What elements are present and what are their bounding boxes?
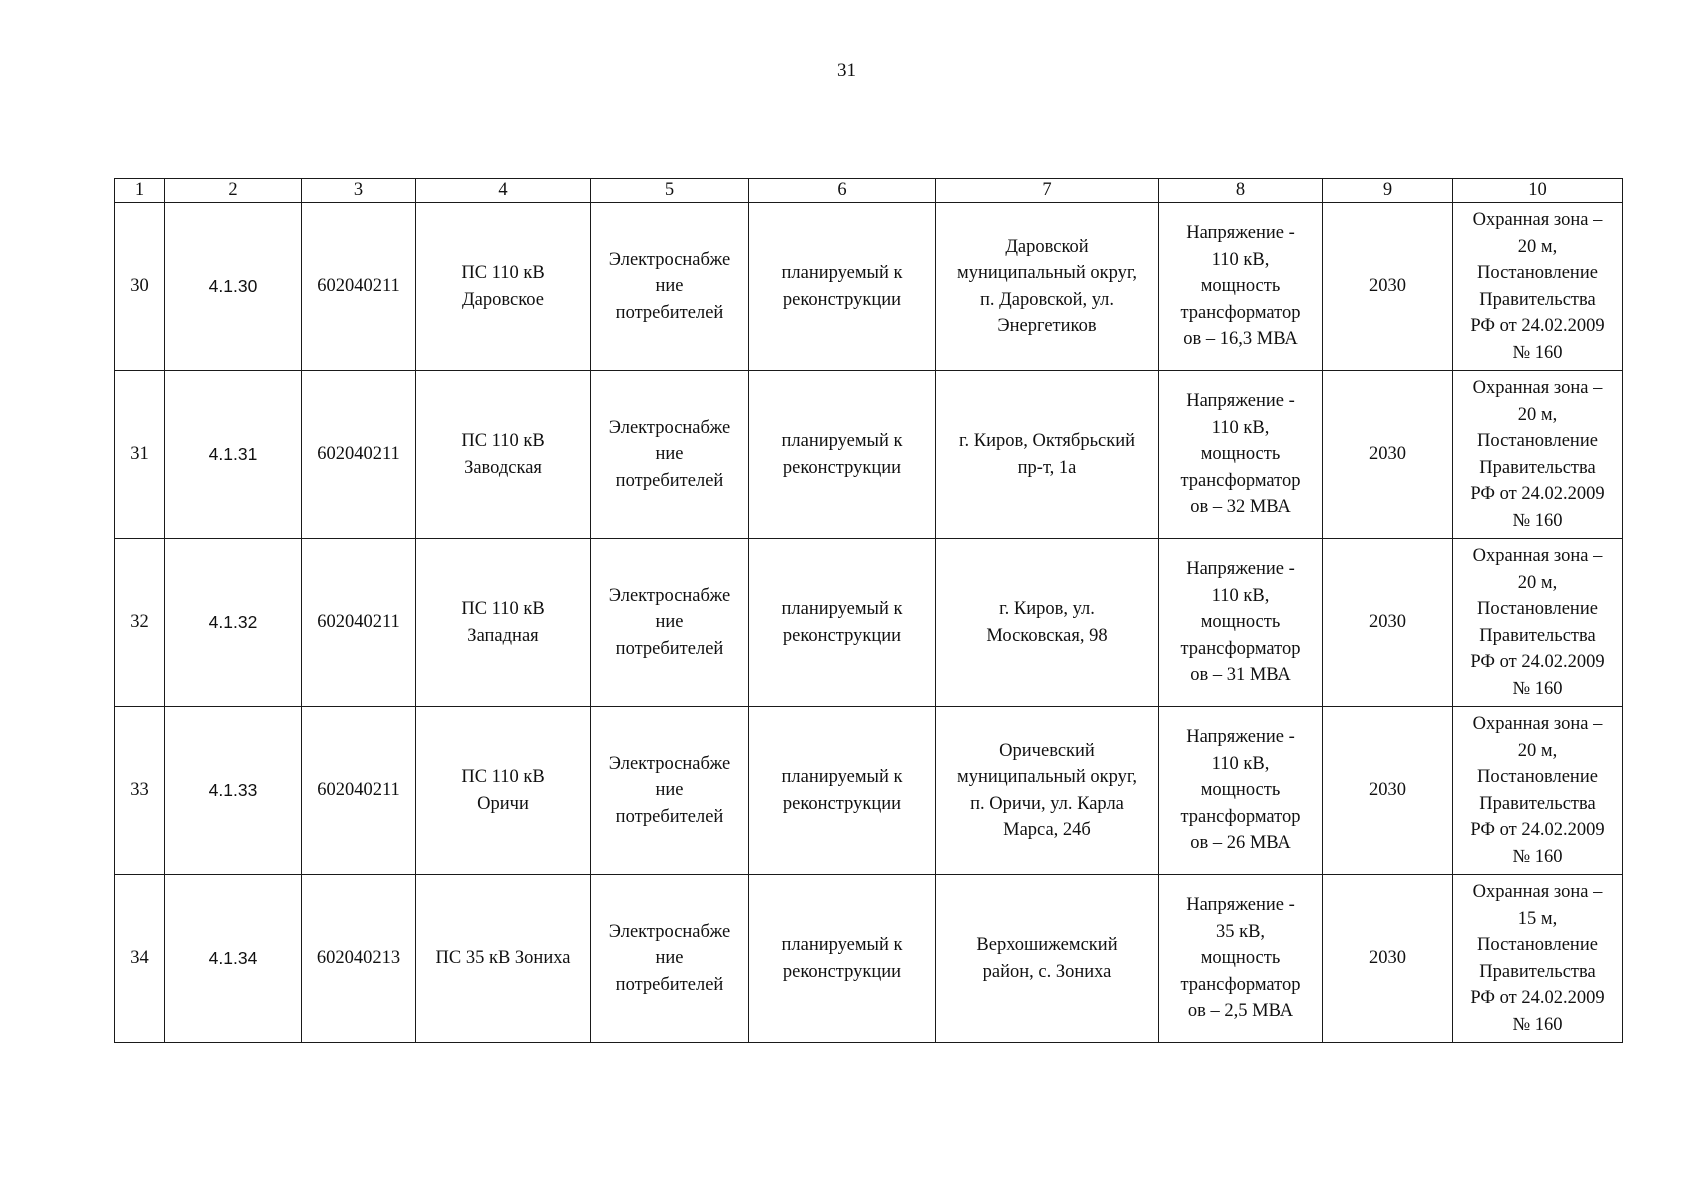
object-code: 4.1.31 <box>208 444 258 465</box>
object-location: г. Киров, Октябрьский пр-т, 1а <box>958 431 1136 478</box>
object-code-cell <box>165 203 302 371</box>
zone-cell <box>1453 707 1623 875</box>
object-name-cell <box>416 371 591 539</box>
object-purpose: Электроснабже ние потребителей <box>608 921 731 995</box>
object-id: 602040211 <box>317 612 400 633</box>
object-id: 602040213 <box>316 948 401 969</box>
object-status: планируемый к реконструкции <box>781 935 903 982</box>
protection-zone: Охранная зона – 20 м, Постановление Правительства РФ от 24.02.2009 № 160 <box>1470 546 1605 699</box>
implementation-year: 2030 <box>1369 444 1406 465</box>
year-cell <box>1323 371 1453 539</box>
object-location: г. Киров, ул. Московская, 98 <box>986 599 1108 646</box>
object-name: ПС 110 кВ Западная <box>461 599 545 646</box>
protection-zone: Охранная зона – 20 м, Постановление Правительства РФ от 24.02.2009 № 160 <box>1470 210 1605 363</box>
row-number: 31 <box>130 444 149 465</box>
implementation-year: 2030 <box>1369 780 1406 801</box>
object-characteristics: Напряжение - 35 кВ, мощность трансформатор ов – 2,5 МВА <box>1180 895 1301 1022</box>
purpose-cell <box>591 371 749 539</box>
row-number: 33 <box>130 780 149 801</box>
zone-cell <box>1453 203 1623 371</box>
protection-zone: Охранная зона – 20 м, Постановление Правительства РФ от 24.02.2009 № 160 <box>1470 714 1605 867</box>
object-status: планируемый к реконструкции <box>781 599 903 646</box>
status-cell <box>749 707 936 875</box>
object-status: планируемый к реконструкции <box>781 431 903 478</box>
registry-table <box>114 178 1623 1043</box>
object-purpose: Электроснабже ние потребителей <box>608 585 731 659</box>
object-id-cell <box>302 371 416 539</box>
location-cell <box>936 707 1159 875</box>
status-cell <box>749 539 936 707</box>
object-id-cell <box>302 707 416 875</box>
object-name: ПС 35 кВ Зониха <box>435 948 571 969</box>
implementation-year: 2030 <box>1369 612 1406 633</box>
location-cell <box>936 203 1159 371</box>
column-header-1: 1 <box>115 179 165 203</box>
row-number: 32 <box>130 612 149 633</box>
year-cell <box>1323 539 1453 707</box>
table-row <box>115 371 1623 539</box>
characteristics-cell <box>1159 707 1323 875</box>
column-header-4: 4 <box>416 179 591 203</box>
characteristics-cell <box>1159 371 1323 539</box>
zone-cell <box>1453 539 1623 707</box>
object-purpose: Электроснабже ние потребителей <box>608 417 731 491</box>
characteristics-cell <box>1159 539 1323 707</box>
page-number: 31 <box>837 60 856 81</box>
characteristics-cell <box>1159 203 1323 371</box>
column-header-5: 5 <box>591 179 749 203</box>
object-code-cell <box>165 539 302 707</box>
object-id-cell <box>302 539 416 707</box>
object-name-cell <box>416 203 591 371</box>
object-code: 4.1.33 <box>208 780 258 801</box>
column-header-7: 7 <box>936 179 1159 203</box>
object-name-cell <box>416 707 591 875</box>
location-cell <box>936 539 1159 707</box>
row-number-cell <box>115 875 165 1043</box>
table-row <box>115 203 1623 371</box>
table-row <box>115 707 1623 875</box>
column-header-3: 3 <box>302 179 416 203</box>
object-characteristics: Напряжение - 110 кВ, мощность трансформатор ов – 32 МВА <box>1180 391 1301 518</box>
row-number-cell <box>115 371 165 539</box>
object-name: ПС 110 кВ Заводская <box>461 431 545 478</box>
object-purpose: Электроснабже ние потребителей <box>608 753 731 827</box>
object-id: 602040211 <box>317 780 400 801</box>
implementation-year: 2030 <box>1369 276 1406 297</box>
object-purpose: Электроснабже ние потребителей <box>608 249 731 323</box>
row-number: 34 <box>130 948 149 969</box>
status-cell <box>749 875 936 1043</box>
object-characteristics: Напряжение - 110 кВ, мощность трансформатор ов – 31 МВА <box>1180 559 1301 686</box>
object-code: 4.1.32 <box>208 612 258 633</box>
row-number-cell <box>115 707 165 875</box>
object-location: Даровской муниципальный округ, п. Даровской, ул. Энергетиков <box>957 236 1137 336</box>
location-cell <box>936 371 1159 539</box>
column-header-8: 8 <box>1159 179 1323 203</box>
object-name: ПС 110 кВ Оричи <box>461 767 545 814</box>
object-code-cell <box>165 707 302 875</box>
year-cell <box>1323 203 1453 371</box>
header-row <box>115 179 1623 203</box>
year-cell <box>1323 707 1453 875</box>
object-name-cell <box>416 539 591 707</box>
location-cell <box>936 875 1159 1043</box>
implementation-year: 2030 <box>1369 948 1406 969</box>
purpose-cell <box>591 875 749 1043</box>
object-id: 602040211 <box>317 444 400 465</box>
protection-zone: Охранная зона – 20 м, Постановление Правительства РФ от 24.02.2009 № 160 <box>1470 378 1605 531</box>
characteristics-cell <box>1159 875 1323 1043</box>
object-status: планируемый к реконструкции <box>781 767 903 814</box>
year-cell <box>1323 875 1453 1043</box>
column-header-2: 2 <box>165 179 302 203</box>
table-row <box>115 875 1623 1043</box>
object-characteristics: Напряжение - 110 кВ, мощность трансформатор ов – 26 МВА <box>1180 727 1301 854</box>
purpose-cell <box>591 539 749 707</box>
object-location: Оричевский муниципальный округ, п. Оричи, ул. Карла Марса, 24б <box>957 740 1137 840</box>
object-location: Верхошижемский район, с. Зониха <box>976 935 1118 982</box>
row-number-cell <box>115 539 165 707</box>
object-code: 4.1.34 <box>208 948 258 969</box>
object-code-cell <box>165 875 302 1043</box>
zone-cell <box>1453 371 1623 539</box>
protection-zone: Охранная зона – 15 м, Постановление Правительства РФ от 24.02.2009 № 160 <box>1470 882 1605 1035</box>
row-number: 30 <box>130 276 149 297</box>
table-row <box>115 539 1623 707</box>
object-name: ПС 110 кВ Даровское <box>461 263 545 310</box>
object-code: 4.1.30 <box>208 276 258 297</box>
object-status: планируемый к реконструкции <box>781 263 903 310</box>
status-cell <box>749 371 936 539</box>
object-id: 602040211 <box>317 276 400 297</box>
status-cell <box>749 203 936 371</box>
column-header-6: 6 <box>749 179 936 203</box>
purpose-cell <box>591 203 749 371</box>
column-header-10: 10 <box>1453 179 1623 203</box>
object-id-cell <box>302 203 416 371</box>
purpose-cell <box>591 707 749 875</box>
object-characteristics: Напряжение - 110 кВ, мощность трансформатор ов – 16,3 МВА <box>1180 223 1301 350</box>
zone-cell <box>1453 875 1623 1043</box>
object-id-cell <box>302 875 416 1043</box>
object-name-cell <box>416 875 591 1043</box>
object-code-cell <box>165 371 302 539</box>
column-header-9: 9 <box>1323 179 1453 203</box>
row-number-cell <box>115 203 165 371</box>
